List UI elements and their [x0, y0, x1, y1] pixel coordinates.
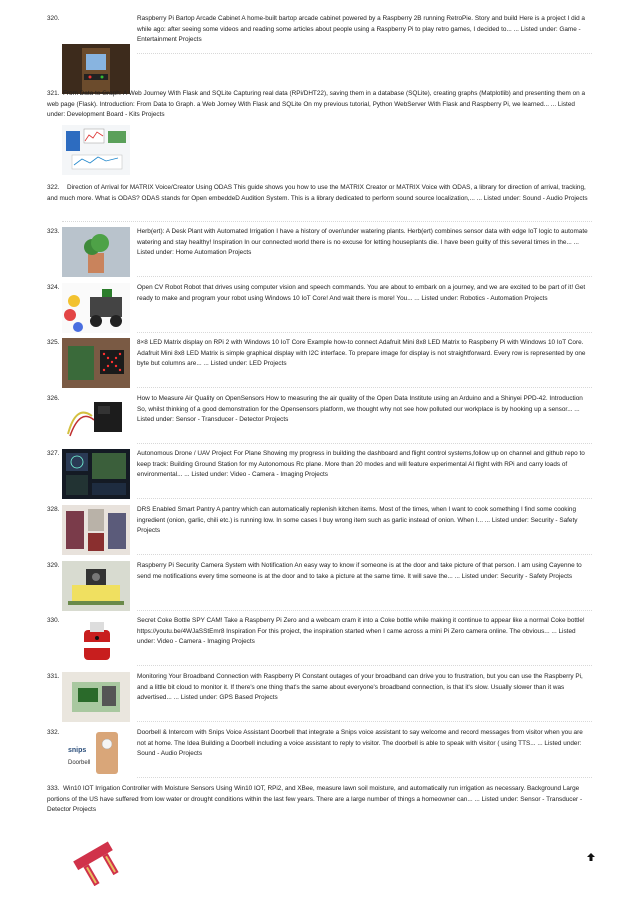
divider — [137, 610, 592, 611]
back-to-top-arrow-icon[interactable] — [586, 852, 596, 862]
svg-text:Doorbell: Doorbell — [68, 760, 91, 766]
thumbnail-opencv-robot[interactable] — [62, 283, 130, 333]
thumbnail-doorbell[interactable] — [62, 728, 130, 778]
divider — [137, 443, 592, 444]
thumbnail-data-graph[interactable] — [62, 125, 130, 175]
entry-description: Open CV Robot Robot that drives using computer vision and speech commands. You are about to embark on a journey, and we are excited to be part of it! Get ready to make and program your robot using Windows 10 IoT Core! And wait there is more! You... ... Listed under: Robotics - Automation Projects — [137, 284, 586, 302]
entry-description: 8×8 LED Matrix display on RPi 2 with Windows 10 IoT Core Example how-to connect Adafruit Mini 8x8 LED Matrix to Raspberry Pi with Windows 10 IoT Core. Adafruit Mini 8x8 LED Matrix is simple graphical display with I2C interface. To prepare image for display is not straightforward. Every row is represented by one byte but columns are... ... Listed under: LED Projects — [137, 339, 586, 367]
entry-number: 322. — [47, 184, 60, 191]
thumbnail-security-camera[interactable] — [62, 561, 130, 611]
entry-description: Direction of Arrival for MATRIX Voice/Creator Using ODAS This guide shows you how to use the MATRIX Creator or MATRIX Voice with ODAS, a library for direction of arrival, tracking, and much more. What is ODAS? ODAS stands for Open embeddeD Audition System. This is a library dedicated to perform sound source localization,... ... Listed under: Sound - Audio Projects — [47, 184, 588, 202]
entry-description: Doorbell & Intercom with Snips Voice Assistant Doorbell that integrate a Snips voice assistant to say welcome and record messages from visitor when you are not at home. The Idea Building a Doorbell including a voice assistant to reply to visitor. The doorbell is able to speak with visitor ( using TTS... ... Listed under: Sound - Audio Projects — [137, 729, 583, 757]
divider — [137, 721, 592, 722]
entry-number: 331. — [47, 673, 60, 680]
divider — [62, 221, 592, 222]
entry-description: DRS Enabled Smart Pantry A pantry which can automatically replenish kitchen items. Most of the times, when I want to cook something I find some cooking ingredient (onion, garlic, chili etc.) is running low. In some cases I buy wrong item such as garlic instead of onion. When I... ... Listed under: Security - Safety Projects — [137, 506, 578, 534]
entry-description: Raspberry Pi Security Camera System with Notification An easy way to know if someone is at the door and take picture of that person. I am using Cayenne to send me notifications every time someone is at the door and to take a picture at the same time. It will save the... ... Listed under: Security - Safety Projects — [137, 562, 582, 580]
divider — [137, 53, 592, 54]
entry-number: 329. — [47, 562, 60, 569]
divider — [137, 332, 592, 333]
thumbnail-led-matrix[interactable] — [62, 338, 130, 388]
thumbnail-air-sensor[interactable] — [62, 394, 130, 444]
thumbnail-desk-plant[interactable] — [62, 227, 130, 277]
entry-description: Autonomous Drone / UAV Project For Plane Showing my progress in building the dashboard and flight control systems,follow up on channel and github repo to keep track: Building Ground Station for my Autonomous Rc plane. More than 20 modes and will feature experimental AI flight with RPi and carry loads of environmental... ... Listed under: Video - Camera - Imaging Projects — [137, 450, 585, 478]
entry-number: 333. — [47, 785, 60, 792]
entry-description: Win10 IOT Irrigation Controller with Moisture Sensors Using Win10 IOT, RPi2, and XBee, measure lawn soil moisture, and automatically run irrigation as necessary. Background Large portions of the US have suffered from low water or drought conditions within the last few years. There are a large number of things a homeowner can... ... Listed under: Sensor - Transducer - Detector Projects — [47, 785, 583, 813]
divider — [137, 387, 592, 388]
entry-description: How to Measure Air Quality on OpenSensors How to measuring the air quality of the Open Data Institute using an Arduino and a Shinyei PPD-42. Introduction So, whilst thinking of a good demonstration for the Opensensors platform, we thought why not see how polluted our workplace is by hooking up a sensor... ... Listed under: Sensor - Transducer - Detector Projects — [137, 395, 583, 423]
divider — [137, 665, 592, 666]
entry-number: 328. — [47, 506, 60, 513]
entry-number: 321. — [47, 90, 60, 97]
entry-number: 326. — [47, 395, 60, 402]
svg-text:snips: snips — [68, 747, 87, 754]
entry-description: Monitoring Your Broadband Connection with Raspberry Pi Constant outages of your broadband can drive you to frustration, but you can use the Raspberry Pi, and a little bit cloud to monitor it. If there's one thing that's the same about everyone's broadband connection, is that it's slow. Usually slower than it was advertised... ... Listed under: GPS Based Projects — [137, 673, 583, 701]
entry-number: 327. — [47, 450, 60, 457]
entry-number: 323. — [47, 228, 60, 235]
divider — [137, 276, 592, 277]
entry-description: Raspberry Pi Bartop Arcade Cabinet A home-built bartop arcade cabinet powered by a Raspberry 2B running RetroPie. Story and build Here is a project I did a while ago: after seeing some videos and reading some articles about people using a Raspberry Pi to play retro games, I decided to... ... Listed under: Game - Entertainment Projects — [137, 15, 585, 43]
entry-description: Herb(ert): A Desk Plant with Automated Irrigation I have a history of over/under watering plants. Herb(ert) combines sensor data with edge IoT logic to automate watering and stay healthy! Inspiration In our connected world there is no excuse for letting houseplants die. I have been guilty of this several times in the... ... Listed under: Home Automation Projects — [137, 228, 588, 256]
entry-number: 320. — [47, 15, 60, 22]
entry-number: 330. — [47, 617, 60, 624]
entry-description: Secret Coke Bottle SPY CAM! Take a Raspberry Pi Zero and a webcam cram it into a Coke bottle while making it continue to appear like a normal Coke bottle! https://youtu.be/4WJaSStEmr8 Inspiration For this project, the inspiration started when I came across a mini Pi Zero camera online. The obvious... ... Listed under: Video - Camera - Imaging Projects — [137, 617, 585, 645]
thumbnail-drone-dashboard[interactable] — [62, 449, 130, 499]
thumbnail-arcade-cabinet[interactable] — [62, 44, 130, 94]
entry-description: From Data to Graph: A Web Journey With Flask and SQLite Capturing real data (RPi/DHT22), saving them in a database (SQLite), creating graphs (Matplotlib) and presenting them on a web page (Flask). Introduction: From Data to Graph. a Web Jorney With Flask and SQLite On my previous tutorial, Python WebServer With Flask and Raspberry Pi, we learned... ... Listed under: Development Board - Kits Projects — [47, 90, 586, 118]
entry-number: 325. — [47, 339, 60, 346]
entry-number: 332. — [47, 729, 60, 736]
divider — [137, 498, 592, 499]
thumbnail-moisture-sensor[interactable] — [62, 836, 130, 886]
thumbnail-broadband-monitor[interactable] — [62, 672, 130, 722]
entry-number: 324. — [47, 284, 60, 291]
thumbnail-smart-pantry[interactable] — [62, 505, 130, 555]
divider — [137, 554, 592, 555]
thumbnail-coke-spycam[interactable] — [62, 616, 130, 666]
divider — [137, 777, 592, 778]
